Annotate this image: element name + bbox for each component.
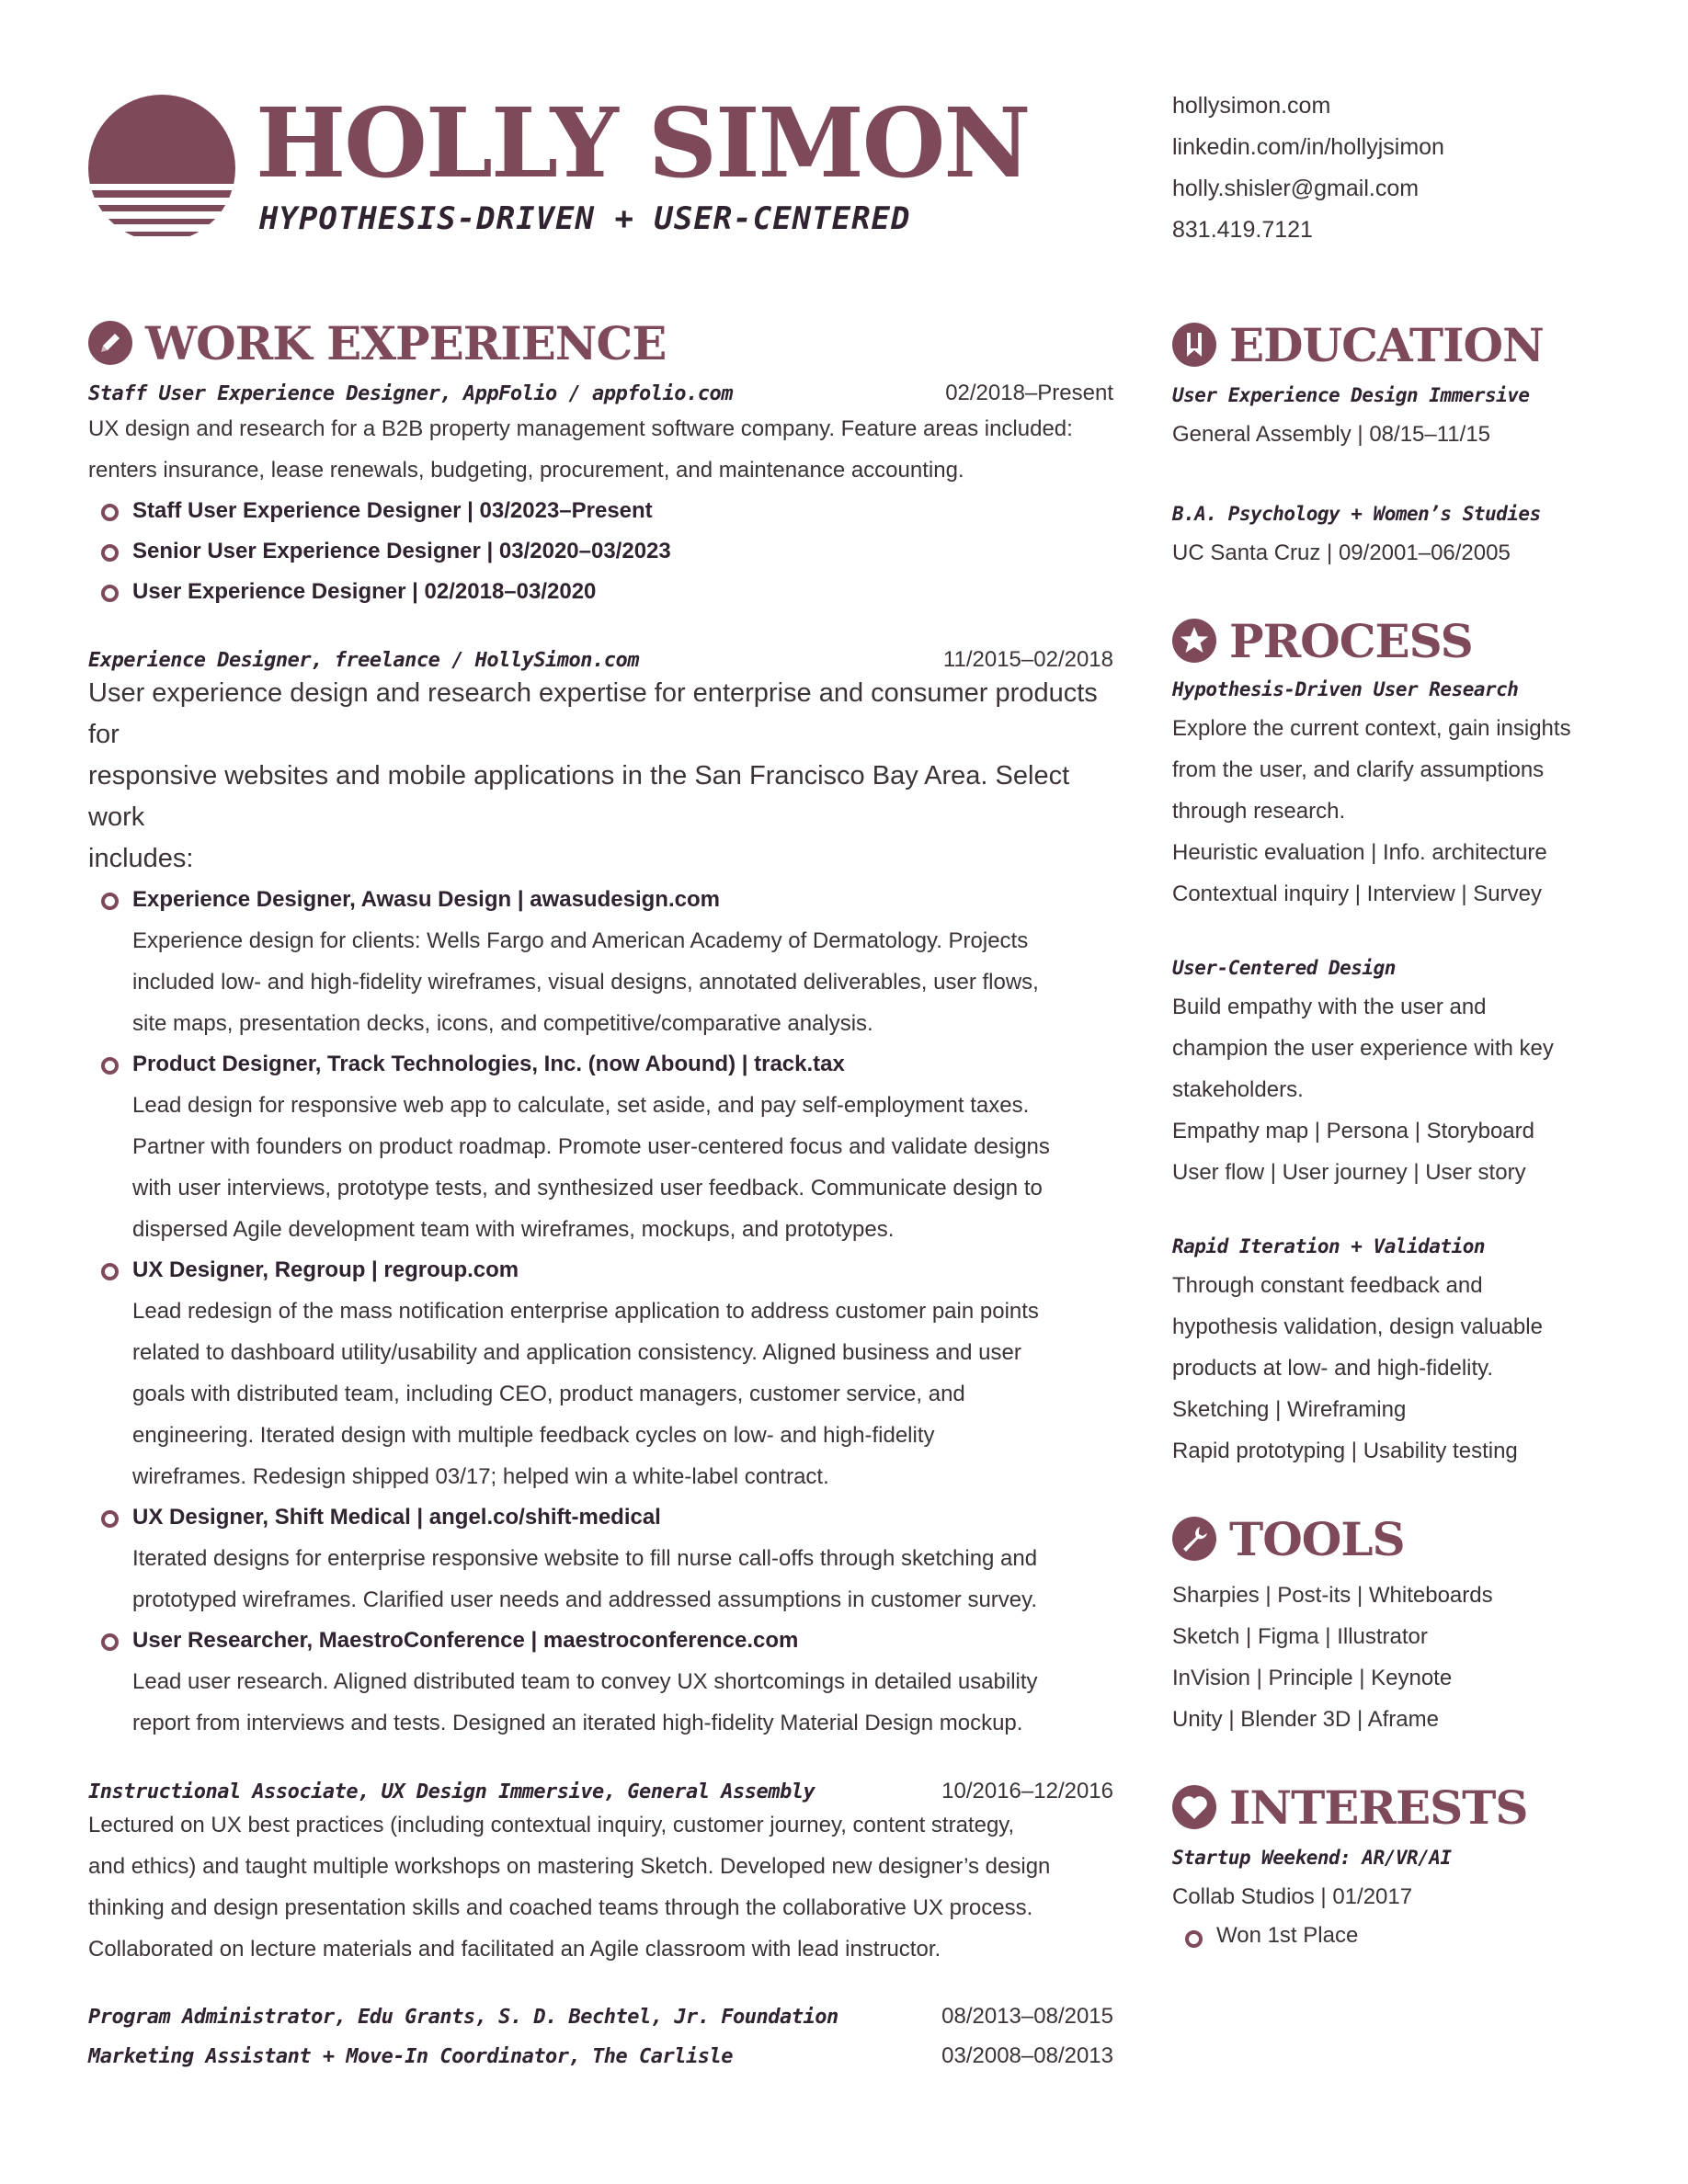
list-item: Staff User Experience Designer | 03/2023–Present: [88, 491, 1113, 531]
job-bechtel: [88, 1997, 1113, 2037]
process-item: User-Centered Design Build empathy with the user and champion the user experience with key stakeholders. Empathy map | Persona | Storyboard User flow | User journey | User story: [1172, 957, 1554, 1185]
contact-info: [1172, 85, 1444, 251]
website-link[interactable]: hollysimon.com: [1172, 93, 1331, 119]
tools-line: Sharpies | Post-its | Whiteboards: [1172, 1583, 1493, 1608]
list-item: Senior User Experience Designer | 03/2020–03/2023: [88, 531, 1113, 572]
job-title: Marketing Assistant + Move-In Coordinator, The Carlisle: [88, 2045, 733, 2068]
degree-detail: General Assembly | 08/15–11/15: [1172, 422, 1491, 447]
process-item: Rapid Iteration + Validation Through constant feedback and hypothesis validation, design valuable products at low- and high-fidelity. Sketching | Wireframing Rapid prototyping | Usability testing: [1172, 1235, 1543, 1463]
tools-line: Sketch | Figma | Illustrator: [1172, 1624, 1428, 1649]
list-item: Won 1st Place: [1172, 1917, 1650, 1954]
job-date: 08/2013–08/2015: [941, 2004, 1113, 2029]
job-title: Program Administrator, Edu Grants, S. D. Bechtel, Jr. Foundation: [88, 2006, 838, 2029]
job-description: User experience design and research expertise for enterprise and consumer products for responsive websites and mobile applications in the San Francisco Bay Area. Select work includes:: [88, 678, 1098, 873]
sunset-logo-icon: [88, 95, 235, 242]
bullet-icon: [101, 1057, 119, 1075]
project-list: [88, 880, 1113, 1744]
interest-detail: Collab Studios | 01/2017: [1172, 1884, 1413, 1909]
tools-line: Unity | Blender 3D | Aframe: [1172, 1707, 1439, 1732]
linkedin-link[interactable]: linkedin.com/in/hollyjsimon: [1172, 134, 1444, 160]
job-freelance: [88, 647, 1113, 1744]
education-heading: EDUCATION: [1172, 314, 1650, 375]
interests-section: [1172, 1777, 1650, 1954]
tools-heading: TOOLS: [1172, 1508, 1650, 1569]
wrench-icon: [1172, 1517, 1216, 1561]
job-date: 11/2015–02/2018: [942, 647, 1113, 672]
interest-event: Startup Weekend: AR/VR/AI: [1172, 1847, 1452, 1869]
interests-heading: INTERESTS: [1172, 1777, 1650, 1837]
bullet-icon: [101, 1263, 119, 1280]
job-title: Instructional Associate, UX Design Immersive, General Assembly: [88, 1780, 815, 1803]
list-item: UX Designer, Regroup | regroup.com Lead redesign of the mass notification enterprise application to address customer pain points related to dashboard utility/usability and application consistency. Aligned business and user goals with distributed team, including CEO, product managers, customer service, and engineering. Iterated design with multiple feedback cycles on low- and high-fidelity wireframes. Redesign shipped 03/17; helped win a white-label contract.: [88, 1250, 1113, 1497]
award-list: [1172, 1917, 1650, 1954]
bullet-icon: [101, 585, 119, 602]
job-description: UX design and research for a B2B property management software company. Feature areas included: renters insurance, lease renewals, budgeting, procurement, and maintenance accounting.: [88, 416, 1073, 483]
degree-title: B.A. Psychology + Women’s Studies: [1172, 503, 1541, 525]
phone-number: 831.419.7121: [1172, 217, 1313, 243]
bullet-icon: [101, 893, 119, 910]
work-experience-heading: WORK EXPERIENCE: [88, 313, 1113, 373]
list-item: User Experience Designer | 02/2018–03/2020: [88, 572, 1113, 612]
job-appfolio: [88, 381, 1113, 612]
email-link[interactable]: holly.shisler@gmail.com: [1172, 176, 1420, 201]
bullet-icon: [1185, 1930, 1203, 1948]
star-icon: [1172, 619, 1216, 663]
role-list: [88, 491, 1113, 612]
list-item: User Researcher, MaestroConference | maestroconference.com Lead user research. Aligned distributed team to convey UX shortcomings in detailed usability report from interviews and tests. Designed an iterated high-fidelity Material Design mockup.: [88, 1621, 1113, 1744]
process-heading: PROCESS: [1172, 610, 1650, 671]
list-item: Experience Designer, Awasu Design | awasudesign.com Experience design for clients: Wells Fargo and American Academy of Dermatology. Projects included low- and high-fidelity wireframes, visual designs, annotated deliverables, user flows, site maps, presentation decks, icons, and competitive/comparative analysis.: [88, 880, 1113, 1044]
degree-title: User Experience Design Immersive: [1172, 384, 1530, 406]
bullet-icon: [101, 1633, 119, 1651]
bullet-icon: [101, 504, 119, 521]
candidate-name: HOLLY SIMON: [256, 86, 1030, 199]
tagline: HYPOTHESIS-DRIVEN + USER-CENTERED: [259, 200, 911, 237]
job-date: 03/2008–08/2013: [941, 2043, 1113, 2068]
list-item: Product Designer, Track Technologies, Inc. (now Abound) | track.tax Lead design for responsive web app to calculate, set aside, and pay self-employment taxes. Partner with founders on product roadmap. Promote user-centered focus and validate designs with user interviews, prototype tests, and synthesized user feedback. Communicate design to dispersed Agile development team with wireframes, mockups, and prototypes.: [88, 1044, 1113, 1250]
bullet-icon: [101, 544, 119, 562]
job-title: Staff User Experience Designer, AppFolio / appfolio.com: [88, 382, 733, 405]
education-section: [1172, 314, 1650, 574]
job-date: 10/2016–12/2016: [941, 1779, 1113, 1803]
bookmark-icon: [1172, 323, 1216, 367]
tools-line: InVision | Principle | Keynote: [1172, 1666, 1453, 1690]
job-general-assembly: [88, 1779, 1113, 1970]
process-item: Hypothesis-Driven User Research Explore the current context, gain insights from the user, and clarify assumptions through research. Heuristic evaluation | Info. architecture Contextual inquiry | Interview | Survey: [1172, 678, 1571, 906]
job-carlisle: [88, 2037, 1113, 2076]
tools-section: [1172, 1508, 1650, 1740]
job-date: 02/2018–Present: [945, 381, 1113, 405]
degree-detail: UC Santa Cruz | 09/2001–06/2005: [1172, 540, 1511, 565]
sidebar-column: [1172, 313, 1650, 1954]
process-section: [1172, 610, 1650, 1472]
job-title: Experience Designer, freelance / HollySimon.com: [88, 649, 640, 672]
list-item: UX Designer, Shift Medical | angel.co/shift-medical Iterated designs for enterprise responsive website to fill nurse call-offs through sketching and prototyped wireframes. Clarified user needs and addressed assumptions in customer survey.: [88, 1497, 1113, 1621]
job-description: Lectured on UX best practices (including contextual inquiry, customer journey, content strategy, and ethics) and taught multiple workshops on mastering Sketch. Developed new designer’s design thinking and design presentation skills and coached teams through the collaborative UX process. Collaborated on lecture materials and facilitated an Agile classroom with lead instructor.: [88, 1813, 1051, 1962]
bullet-icon: [101, 1510, 119, 1528]
heart-icon: [1172, 1785, 1216, 1829]
work-experience-section: [88, 313, 1113, 2076]
pencil-icon: [88, 321, 132, 365]
